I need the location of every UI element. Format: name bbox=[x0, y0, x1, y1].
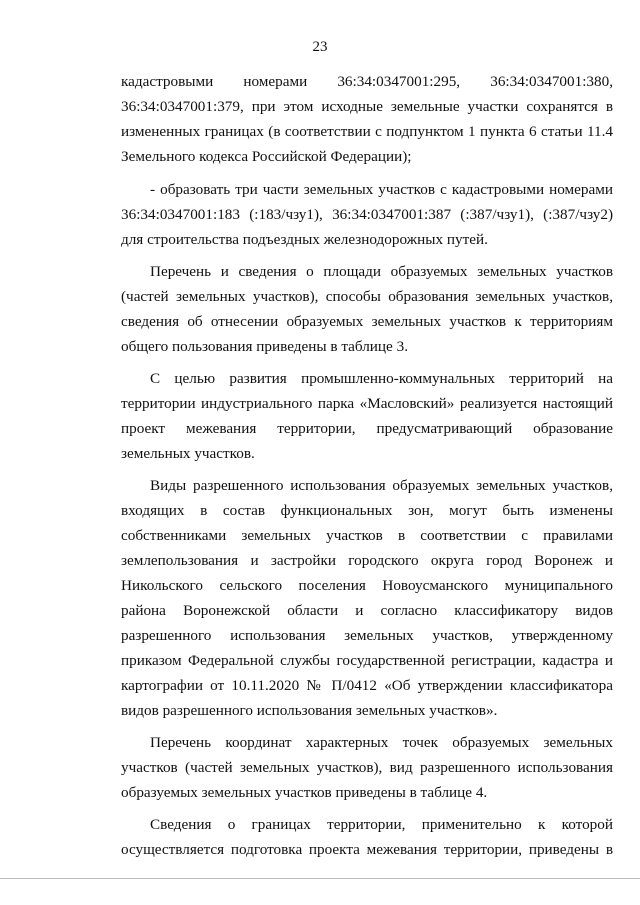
text-line: Перечень координат характерных точек образуемых земельных bbox=[150, 734, 613, 751]
text-line: Перечень и сведения о площади образуемых земельных участков bbox=[150, 263, 613, 280]
text-line: Земельного кодекса Российской Федерации); bbox=[121, 148, 412, 165]
text-line: осуществляется подготовка проекта межевания территории, приведены в bbox=[121, 841, 613, 858]
text-line: кадастровыми номерами 36:34:0347001:295, 36:34:0347001:380, bbox=[121, 73, 613, 90]
page-bottom-edge bbox=[0, 878, 640, 879]
page-number: 23 bbox=[312, 39, 328, 55]
text-line: района Воронежской области и согласно классификатору видов bbox=[121, 602, 613, 619]
text-line: - образовать три части земельных участков с кадастровыми номерами bbox=[150, 181, 613, 198]
text-line: для строительства подъездных железнодорожных путей. bbox=[121, 231, 488, 248]
text-line: сведения об отнесении образуемых земельных участков к территориям bbox=[121, 313, 613, 330]
text-line: С целью развития промышленно-коммунальных территорий на bbox=[150, 370, 613, 387]
text-line: земельных участков. bbox=[121, 445, 255, 462]
text-line: проект межевания территории, предусматривающий образование bbox=[121, 420, 613, 437]
text-line: Сведения о границах территории, применительно к которой bbox=[150, 816, 613, 833]
text-line: разрешенного использования земельных участков, утвержденному bbox=[121, 627, 613, 644]
text-line: образуемых земельных участков приведены в таблице 4. bbox=[121, 784, 488, 801]
text-line: 36:34:0347001:379, при этом исходные земельные участки сохранятся в bbox=[121, 98, 613, 115]
text-line: участков (частей земельных участков), вид разрешенного использования bbox=[121, 759, 613, 776]
text-line: 36:34:0347001:183 (:183/чзу1), 36:34:0347001:387 (:387/чзу1), (:387/чзу2) bbox=[121, 206, 613, 223]
text-line: приказом Федеральной службы государственной регистрации, кадастра и bbox=[121, 652, 613, 669]
text-line: территории индустриального парка «Масловский» реализуется настоящий bbox=[121, 395, 613, 412]
text-line: входящих в состав функциональных зон, могут быть изменены bbox=[121, 502, 613, 519]
text-line: землепользования и застройки городского округа город Воронеж и bbox=[121, 552, 613, 569]
text-line: картографии от 10.11.2020 № П/0412 «Об утверждении классификатора bbox=[121, 677, 613, 694]
text-line: Никольского сельского поселения Новоусманского муниципального bbox=[121, 577, 613, 594]
text-line: общего пользования приведены в таблице 3. bbox=[121, 338, 408, 355]
text-line: (частей земельных участков), способы образования земельных участков, bbox=[121, 288, 613, 305]
text-line: измененных границах (в соответствии с подпунктом 1 пункта 6 статьи 11.4 bbox=[121, 123, 613, 140]
text-line: собственниками земельных участков в соответствии с правилами bbox=[121, 527, 613, 544]
text-line: Виды разрешенного использования образуемых земельных участков, bbox=[150, 477, 613, 494]
text-line: видов разрешенного использования земельных участков». bbox=[121, 702, 498, 719]
